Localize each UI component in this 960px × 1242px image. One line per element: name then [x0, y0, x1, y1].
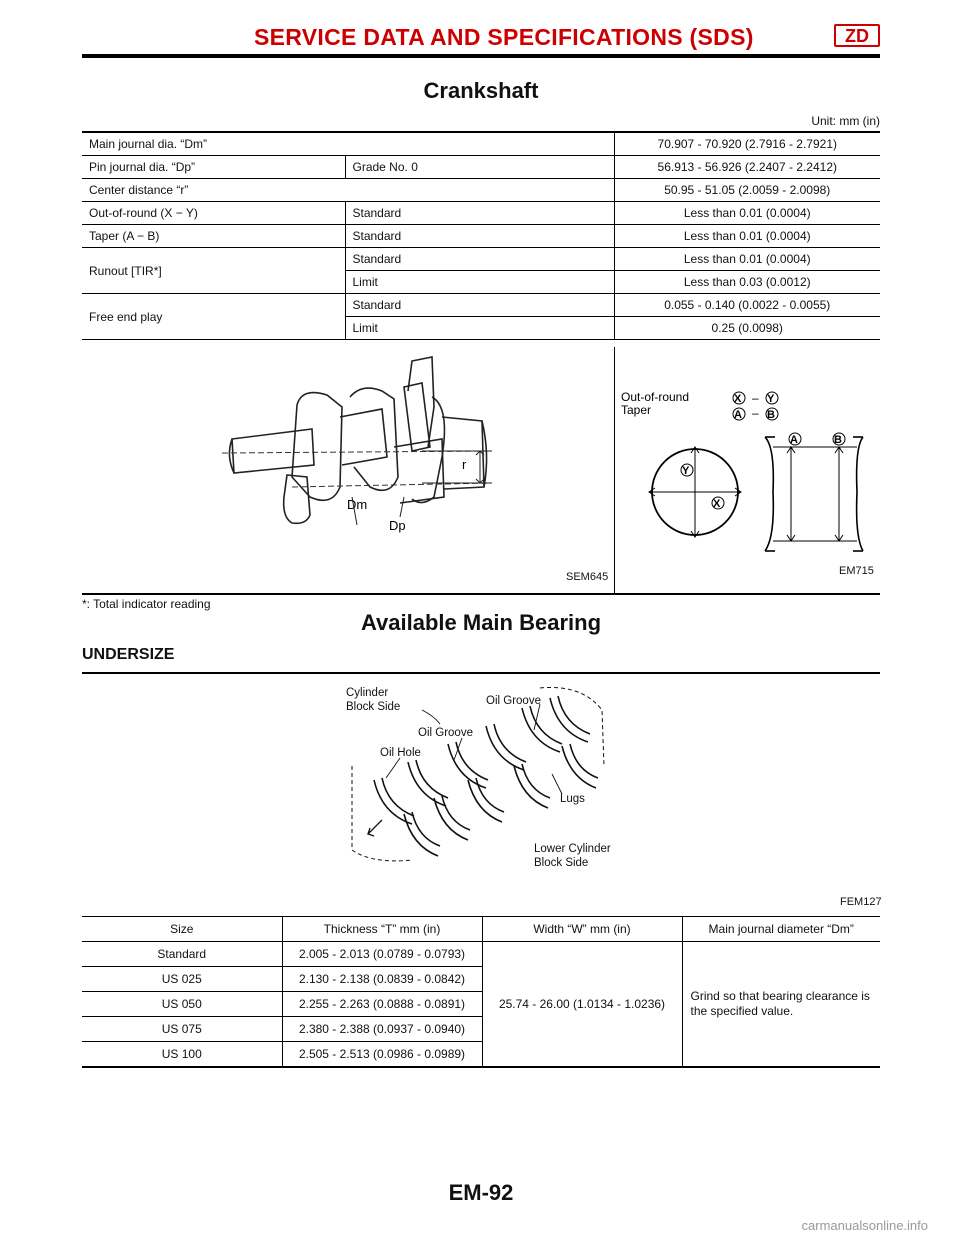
spec-sublabel: Standard: [345, 225, 614, 248]
spec-sublabel: Limit: [345, 271, 614, 294]
spec-sublabel: Standard: [345, 294, 614, 317]
out-of-round-diagram: [615, 347, 880, 593]
table-row: [82, 202, 880, 225]
minus-sign-2: –: [752, 406, 759, 420]
column-header: Size: [82, 917, 282, 942]
label-taper: Taper: [621, 403, 652, 417]
table-row: [82, 942, 880, 967]
crankshaft-drawing: [82, 347, 614, 593]
column-header: Thickness “T” mm (in): [282, 917, 482, 942]
label-dm: Dm: [347, 497, 368, 512]
spec-label: Taper (A − B): [82, 225, 345, 248]
table-header-row: [82, 917, 880, 942]
spec-value: 0.25 (0.0098): [614, 317, 880, 340]
page-header: [82, 22, 880, 58]
journal-measure-drawing: [615, 347, 880, 593]
spec-value: 0.055 - 0.140 (0.0022 - 0.0055): [614, 294, 880, 317]
spec-sublabel: Grade No. 0: [345, 156, 614, 179]
size-cell: US 075: [82, 1017, 282, 1042]
crankshaft-title: Crankshaft: [423, 78, 539, 103]
figure-code-fem127: FEM127: [840, 896, 882, 908]
spec-value: Less than 0.01 (0.0004): [614, 225, 880, 248]
spec-value: Less than 0.03 (0.0012): [614, 271, 880, 294]
spec-label: Pin journal dia. “Dp”: [82, 156, 345, 179]
spec-sublabel: Standard: [345, 202, 614, 225]
bearing-figure: [82, 674, 880, 906]
label-lower-cyl-2: Block Side: [534, 857, 589, 869]
width-cell: 25.74 - 26.00 (1.0134 - 1.0236): [482, 942, 682, 1068]
badge-y: Y: [767, 393, 775, 405]
side-label-a: A: [790, 434, 798, 446]
label-out-of-round: Out-of-round: [621, 390, 690, 404]
thickness-cell: 2.005 - 2.013 (0.0789 - 0.0793): [282, 942, 482, 967]
label-oil-hole: Oil Hole: [380, 747, 421, 759]
label-oil-groove-1: Oil Groove: [486, 695, 541, 707]
label-lower-cyl-1: Lower Cylinder: [534, 843, 611, 855]
bearing-title: Available Main Bearing: [360, 610, 602, 635]
spec-label: Main journal dia. “Dm”: [82, 132, 614, 156]
table-row: [82, 156, 880, 179]
undersize-subtitle: UNDERSIZE: [82, 646, 880, 674]
spec-value: 50.95 - 51.05 (2.0059 - 2.0098): [614, 179, 880, 202]
footnote: *: Total indicator reading: [82, 597, 211, 611]
engine-badge: ZD: [834, 24, 880, 47]
spec-label: Free end play: [82, 294, 345, 340]
size-cell: US 100: [82, 1042, 282, 1068]
bearing-table: [82, 916, 880, 1068]
crankshaft-figures: [82, 347, 880, 595]
spec-label: Out-of-round (X − Y): [82, 202, 345, 225]
side-label-b: B: [834, 434, 842, 446]
badge-a: A: [734, 409, 742, 421]
watermark: carmanualsonline.info: [801, 1218, 928, 1233]
size-cell: Standard: [82, 942, 282, 967]
label-oil-groove-2: Oil Groove: [418, 727, 473, 739]
figure-code-em715: EM715: [839, 565, 874, 577]
figure-code-sem645: SEM645: [566, 571, 609, 583]
bearing-drawing: [82, 674, 880, 906]
badge-b: B: [767, 409, 775, 421]
thickness-cell: 2.130 - 2.138 (0.0839 - 0.0842): [282, 967, 482, 992]
dm-note-cell: Grind so that bearing clearance is the specified value.: [682, 942, 880, 1068]
crankshaft-spec-table: [82, 131, 880, 340]
table-row: [82, 248, 880, 271]
badge-x: X: [734, 393, 742, 405]
circle-label-y: Y: [682, 465, 690, 477]
column-header: Width “W” mm (in): [482, 917, 682, 942]
table-row: [82, 225, 880, 248]
label-cyl-side-2: Block Side: [346, 701, 401, 713]
table-row: [82, 132, 880, 156]
table-row: [82, 294, 880, 317]
thickness-cell: 2.380 - 2.388 (0.0937 - 0.0940): [282, 1017, 482, 1042]
page-code: EM-92: [448, 1180, 514, 1205]
spec-sublabel: Standard: [345, 248, 614, 271]
circle-label-x: X: [713, 498, 721, 510]
spec-value: Less than 0.01 (0.0004): [614, 202, 880, 225]
label-cyl-side-1: Cylinder: [346, 687, 389, 699]
table-row: [82, 179, 880, 202]
thickness-cell: 2.255 - 2.263 (0.0888 - 0.0891): [282, 992, 482, 1017]
thickness-cell: 2.505 - 2.513 (0.0986 - 0.0989): [282, 1042, 482, 1068]
spec-sublabel: Limit: [345, 317, 614, 340]
unit-label: Unit: mm (in): [811, 114, 880, 128]
spec-value: 70.907 - 70.920 (2.7916 - 2.7921): [614, 132, 880, 156]
size-cell: US 025: [82, 967, 282, 992]
crankshaft-diagram: [82, 347, 615, 593]
minus-sign: –: [752, 391, 759, 405]
spec-value: Less than 0.01 (0.0004): [614, 248, 880, 271]
spec-value: 56.913 - 56.926 (2.2407 - 2.2412): [614, 156, 880, 179]
spec-label: Center distance “r”: [82, 179, 614, 202]
label-dp: Dp: [389, 518, 406, 533]
label-r: r: [462, 457, 467, 472]
label-lugs: Lugs: [560, 793, 585, 805]
spec-label: Runout [TIR*]: [82, 248, 345, 294]
column-header: Main journal diameter “Dm”: [682, 917, 880, 942]
header-title: SERVICE DATA AND SPECIFICATIONS (SDS): [254, 24, 754, 50]
size-cell: US 050: [82, 992, 282, 1017]
